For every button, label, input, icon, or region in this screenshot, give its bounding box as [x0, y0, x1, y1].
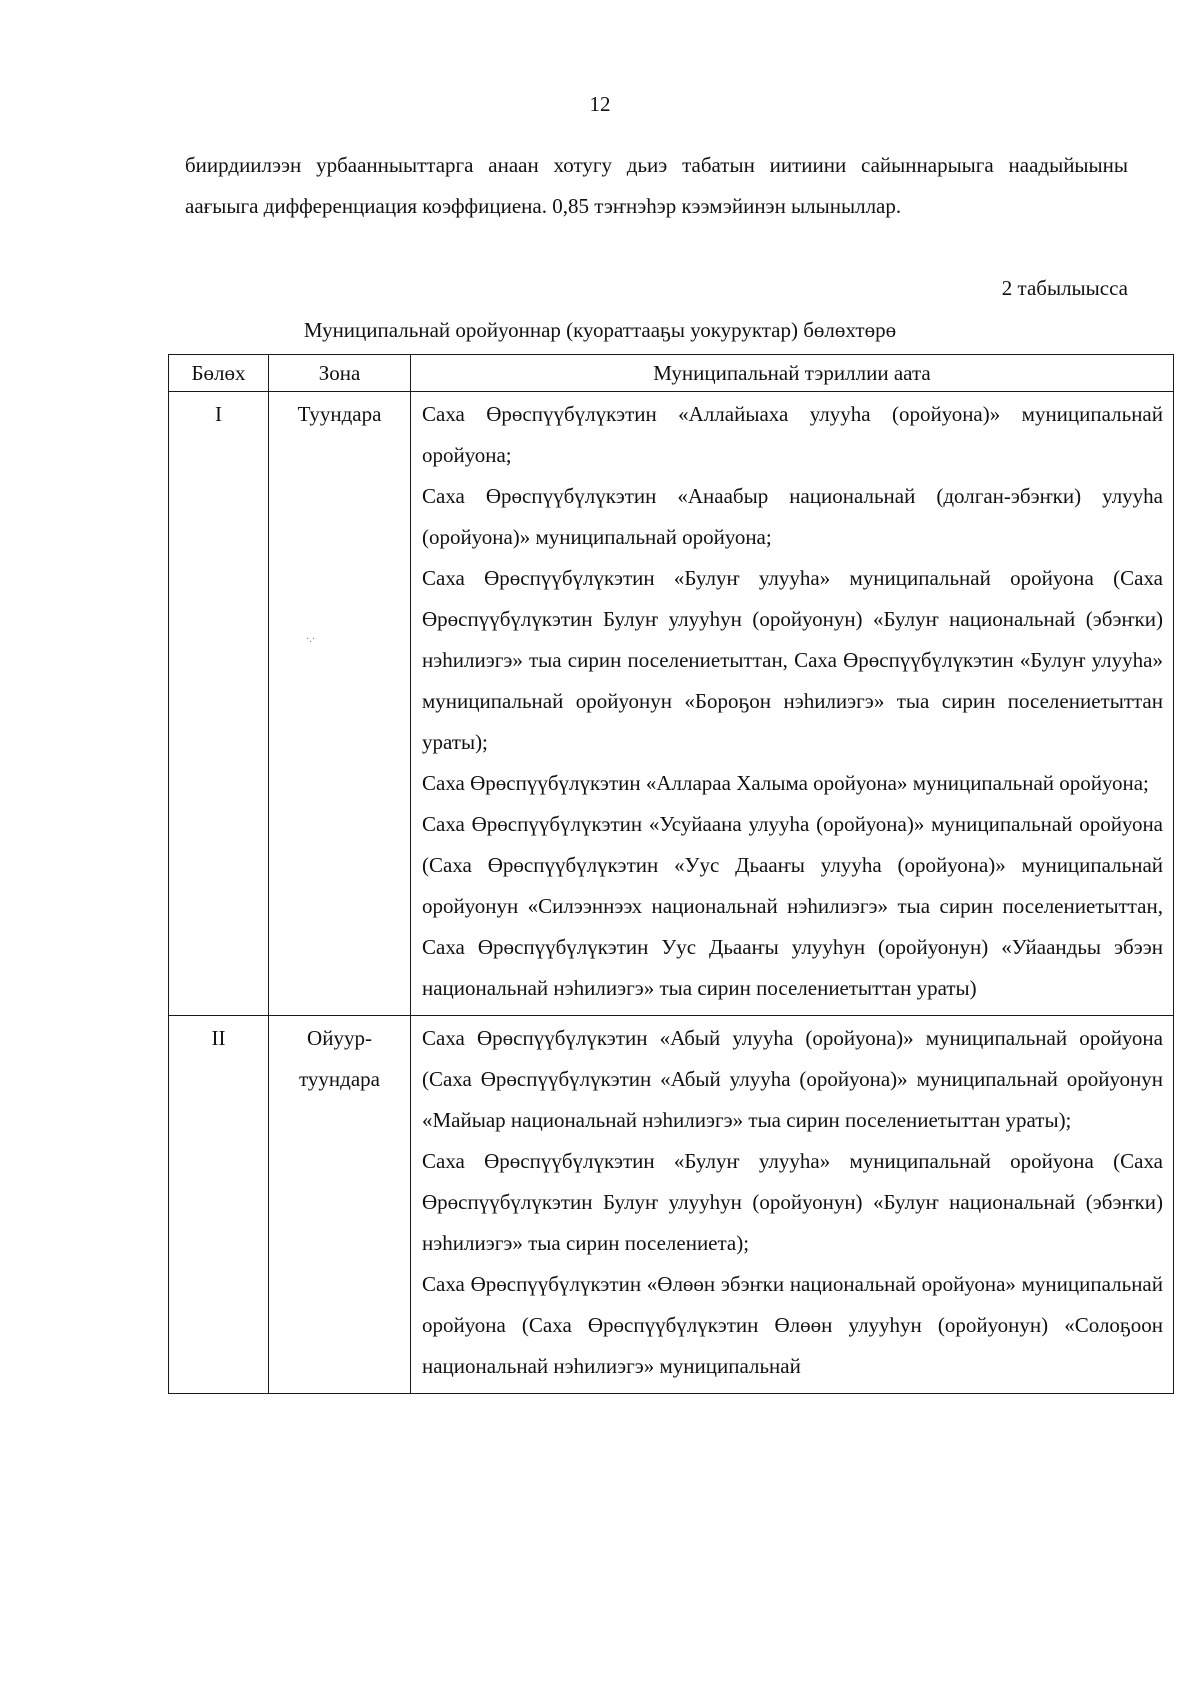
header-zone: Зона [269, 355, 411, 392]
table-row [169, 392, 1174, 1016]
table-row [169, 1016, 1174, 1394]
table-number: 2 табылыысса [1001, 276, 1128, 300]
intro-paragraph: биирдиилээн урбаанныыттарга анаан хотугу дьиэ табатын иитиини сайыннарыыга наадыйыыны аағыыга дифференциация коэффициена. 0,85 тэҥнэһэр кээмэйинэн ылыныллар. [185, 153, 1128, 218]
entry-text: Саха Өрөспүүбүлүкэтин «Булуҥ улууһа» муниципальнай оройуона (Саха Өрөспүүбүлүкэтин Булуҥ улууһун (оройуонун) «Булуҥ национальнай (эбэҥки) нэһилиэгэ» тыа сирин поселениета); [422, 1149, 1163, 1255]
entry-text: Саха Өрөспүүбүлүкэтин «Абый улууһа (оройуона)» муниципальнай оройуона (Саха Өрөспүүбүлүкэтин «Абый улууһа (оройуона)» муниципальнай оройуонун «Майыар национальнай нэһилиэгэ» тыа сирин поселениетыттан ураты); [422, 1026, 1163, 1132]
row-part-cell: II [169, 1016, 269, 1394]
header-part: Бөлөх [169, 355, 269, 392]
table-header-row [169, 355, 1174, 392]
row-zone-cell: Туундара [269, 392, 411, 1016]
entry-text: Саха Өрөспүүбүлүкэтин «Өлөөн эбэҥки национальнай оройуона» муниципальнай оройуона (Саха Өрөспүүбүлүкэтин Өлөөн улууһун (оройуонун) «Солоҕоон национальнай нэһилиэгэ» муниципальнай [422, 1272, 1163, 1378]
entry-text: Саха Өрөспүүбүлүкэтин «Аллараа Халыма оройуона» муниципальнай оройуона; [422, 771, 1149, 795]
row-entries-cell [411, 392, 1174, 1016]
zones-table [168, 354, 1174, 1394]
scan-speck: ·.· [306, 634, 316, 645]
entry-text: Саха Өрөспүүбүлүкэтин «Булуҥ улууһа» муниципальнай оройуона (Саха Өрөспүүбүлүкэтин Булуҥ улууһун (оройуонун) «Булуҥ национальнай (эбэҥки) нэһилиэгэ» тыа сирин поселениетыттан, Саха Өрөспүүбүлүкэтин «Булуҥ улууһа» муниципальнай оройуонун «Бороҕон нэһилиэгэ» тыа сирин поселениетыттан ураты); [422, 566, 1163, 754]
entry-text: Саха Өрөспүүбүлүкэтин «Аллайыаха улууһа (оройуона)» муниципальнай оройуона; [422, 402, 1163, 467]
header-name: Муниципальнай тэриллии аата [411, 355, 1174, 392]
row-part-cell: I [169, 392, 269, 1016]
row-entries-cell [411, 1016, 1174, 1394]
entry-text: Саха Өрөспүүбүлүкэтин «Анаабыр национальнай (долган-эбэҥки) улууһа (оройуона)» муниципальнай оройуона; [422, 484, 1163, 549]
page-number: 12 [589, 92, 611, 116]
row-zone-cell: Ойуур-туундара [269, 1016, 411, 1394]
table-title: Муниципальнай оройуоннар (куораттааҕы уокуруктар) бөлөхтөрө [303, 318, 897, 342]
entry-text: Саха Өрөспүүбүлүкэтин «Усуйаана улууһа (оройуона)» муниципальнай оройуона (Саха Өрөспүүбүлүкэтин «Уус Дьааҥы улууһа (оройуона)» муниципальнай оройуонун «Силээннээх национальнай нэһилиэгэ» тыа сирин поселениетыттан, Саха Өрөспүүбүлүкэтин Уус Дьааҥы улууһун (оройуонун) «Уйаандьы эбээн национальнай нэһилиэгэ» тыа сирин поселениетыттан ураты) [422, 812, 1163, 1000]
